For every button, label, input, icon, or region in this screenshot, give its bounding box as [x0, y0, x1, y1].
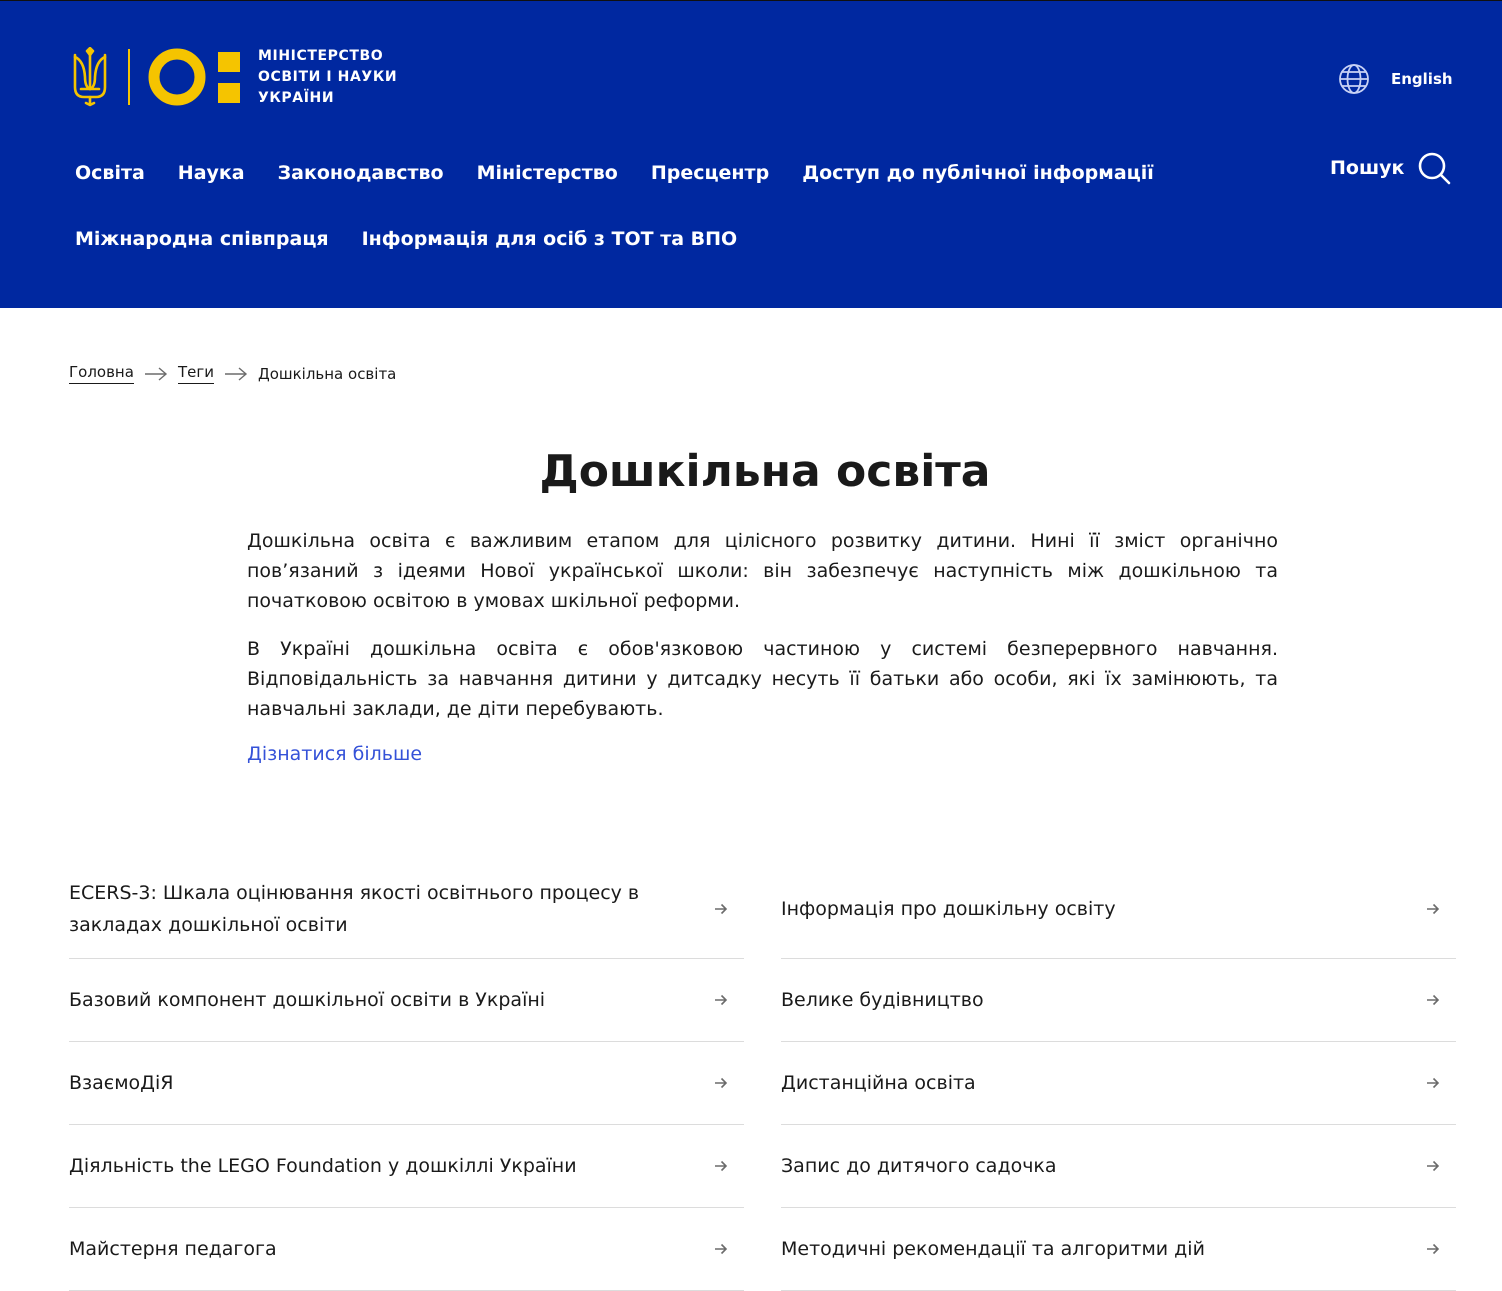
related-link-label: Інформація про дошкільну освіту: [781, 898, 1116, 920]
language-label: English: [1391, 70, 1453, 88]
learn-more-link[interactable]: Дізнатися більше: [247, 743, 423, 765]
arrow-right-icon: [714, 993, 728, 1007]
arrow-right-icon: [1426, 993, 1440, 1007]
related-link-item[interactable]: [69, 1208, 744, 1291]
language-switch[interactable]: [1338, 63, 1453, 95]
related-link-item[interactable]: [781, 1125, 1456, 1208]
globe-icon: [1338, 63, 1370, 95]
search-button[interactable]: [1330, 151, 1451, 185]
related-link-label: Методичні рекомендації та алгоритми дій: [781, 1238, 1205, 1260]
related-link-label: Майстерня педагога: [69, 1238, 277, 1260]
related-link-item[interactable]: [69, 1042, 744, 1125]
related-link-label: Запис до дитячого садочка: [781, 1155, 1057, 1177]
main-navigation: [75, 151, 1195, 283]
nav-item[interactable]: Пресцентр: [650, 162, 770, 184]
search-icon: [1417, 151, 1451, 185]
nav-item[interactable]: Міністерство: [476, 162, 618, 184]
related-link-label: ВзаємоДіЯ: [69, 1072, 174, 1094]
ministry-mark-icon: [148, 47, 242, 107]
arrow-right-icon: [1426, 1242, 1440, 1256]
nav-item[interactable]: Інформація для осіб з ТОТ та ВПО: [361, 228, 738, 250]
arrow-right-icon: [1426, 1159, 1440, 1173]
related-link-item[interactable]: [781, 860, 1456, 959]
arrow-right-icon: [714, 1242, 728, 1256]
nav-row-secondary: [75, 217, 1195, 261]
nav-row-primary: [75, 151, 1195, 195]
description-paragraph: В Україні дошкільна освіта є обов'язковою частиною у системі безперервного навчання. Відповідальність за навчання дитини у дитсадку несуть її батьки або особи, які їх замінюють, та навчальні заклади, де діти перебувають.: [247, 638, 1278, 720]
nav-item[interactable]: Наука: [177, 162, 245, 184]
site-header: [0, 0, 1502, 308]
breadcrumb-current: Дошкільна освіта: [257, 364, 397, 383]
description-paragraph: Дошкільна освіта є важливим етапом для цілісного розвитку дитини. Нині її зміст органічно пов’язаний з ідеями Нової української школи: він забезпечує наступність між дошкільною та початковою освітою в умовах шкільної реформи.: [247, 530, 1278, 612]
nav-item[interactable]: Законодавство: [277, 162, 444, 184]
related-links-list: [69, 860, 1456, 1291]
related-link-label: Велике будівництво: [781, 989, 984, 1011]
related-link-item[interactable]: [69, 1125, 744, 1208]
ministry-name: [258, 46, 408, 109]
breadcrumb-home-link[interactable]: Головна: [69, 363, 134, 384]
nav-item[interactable]: Міжнародна співпраця: [75, 228, 329, 250]
page-title: Дошкільна освіта: [539, 446, 991, 497]
related-link-item[interactable]: [781, 959, 1456, 1042]
logo-divider: [128, 49, 130, 105]
related-link-label: Діяльність the LEGO Foundation у дошкіллі України: [69, 1155, 577, 1177]
arrow-right-icon: [714, 1076, 728, 1090]
breadcrumb: [69, 363, 396, 384]
related-link-item[interactable]: [69, 959, 744, 1042]
arrow-right-icon: [144, 367, 168, 381]
ministry-name-line3: УКРАЇНИ: [258, 89, 335, 106]
ministry-name-line2: ОСВІТИ І НАУКИ: [258, 68, 398, 85]
arrow-right-icon: [714, 902, 728, 916]
arrow-right-icon: [1426, 1076, 1440, 1090]
related-link-item[interactable]: [781, 1042, 1456, 1125]
breadcrumb-tags-link[interactable]: Теги: [178, 363, 214, 384]
trident-emblem-icon: [72, 47, 108, 107]
nav-item[interactable]: Доступ до публічної інформації: [802, 162, 1154, 184]
nav-item[interactable]: Освіта: [75, 162, 145, 184]
related-link-item[interactable]: [69, 860, 744, 959]
ministry-name-line1: МІНІСТЕРСТВО: [258, 47, 384, 64]
related-link-label: Дистанційна освіта: [781, 1072, 976, 1094]
arrow-right-icon: [224, 367, 248, 381]
related-link-label: Базовий компонент дошкільної освіти в Україні: [69, 989, 546, 1011]
tag-description: [247, 526, 1278, 742]
related-link-label: ECERS-3: Шкала оцінювання якості освітнього процесу в закладах дошкільної освіти: [69, 882, 640, 936]
search-label: Пошук: [1330, 157, 1405, 179]
arrow-right-icon: [714, 1159, 728, 1173]
related-link-item[interactable]: [781, 1208, 1456, 1291]
ministry-logo[interactable]: [72, 47, 408, 107]
arrow-right-icon: [1426, 902, 1440, 916]
